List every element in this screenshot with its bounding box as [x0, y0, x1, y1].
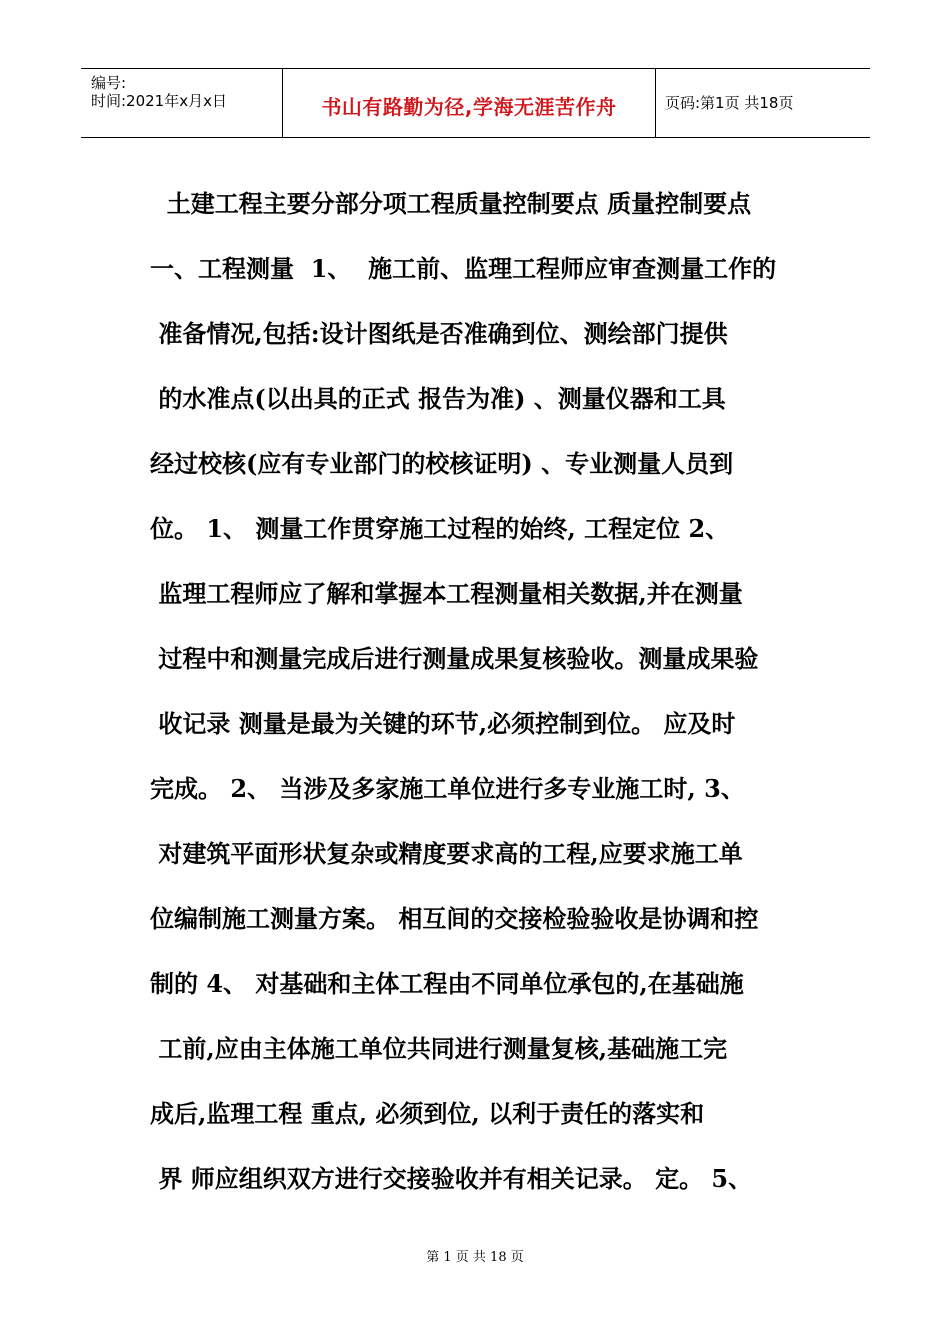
body-line: 监理工程师应了解和掌握本工程测量相关数据,并在测量: [150, 579, 743, 608]
page-footer: 第 1 页 共 18 页: [426, 1250, 524, 1265]
header-motto: 书山有路勤为径,学海无涯苦作舟: [321, 95, 617, 119]
header-page-info: 页码:第1页 共18页: [665, 94, 794, 112]
document-number-label: 编号:: [91, 74, 127, 92]
body-line: 工前,应由主体施工单位共同进行测量复核,基础施工完: [150, 1034, 728, 1063]
body-line: 位。 1、 测量工作贯穿施工过程的始终, 工程定位 2、: [150, 514, 730, 543]
body-line: 经过校核(应有专业部门的校核证明) 、专业测量人员到: [150, 449, 734, 478]
page-header: [81, 68, 870, 138]
header-page-cell: [655, 69, 870, 137]
body-line: 收记录 测量是最为关键的环节,必须控制到位。 应及时: [150, 709, 736, 738]
body-line: 位编制施工测量方案。 相互间的交接检验验收是协调和控: [150, 904, 759, 933]
body-line: 对建筑平面形状复杂或精度要求高的工程,应要求施工单: [150, 839, 743, 868]
header-meta-cell: [81, 69, 282, 137]
body-line: 土建工程主要分部分项工程质量控制要点 质量控制要点: [150, 189, 752, 218]
body-line: 成后,监理工程 重点, 必须到位, 以利于责任的落实和: [150, 1099, 705, 1128]
body-line: 界 师应组织双方进行交接验收并有相关记录。 定。 5、: [150, 1164, 753, 1193]
body-line: 制的 4、 对基础和主体工程由不同单位承包的,在基础施: [150, 969, 744, 998]
document-body: [150, 180, 810, 1220]
body-line: 完成。 2、 当涉及多家施工单位进行多专业施工时, 3、: [150, 774, 745, 803]
body-line: 一、工程测量 1、 施工前、监理工程师应审查测量工作的: [150, 254, 777, 283]
header-motto-cell: [282, 69, 656, 137]
body-line: 准备情况,包括:设计图纸是否准确到位、测绘部门提供: [150, 319, 728, 348]
document-date-label: 时间:2021年x月x日: [91, 92, 227, 110]
body-line: 过程中和测量完成后进行测量成果复核验收。测量成果验: [150, 644, 759, 673]
body-line: 的水准点(以出具的正式 报告为准) 、测量仪器和工具: [150, 384, 726, 413]
